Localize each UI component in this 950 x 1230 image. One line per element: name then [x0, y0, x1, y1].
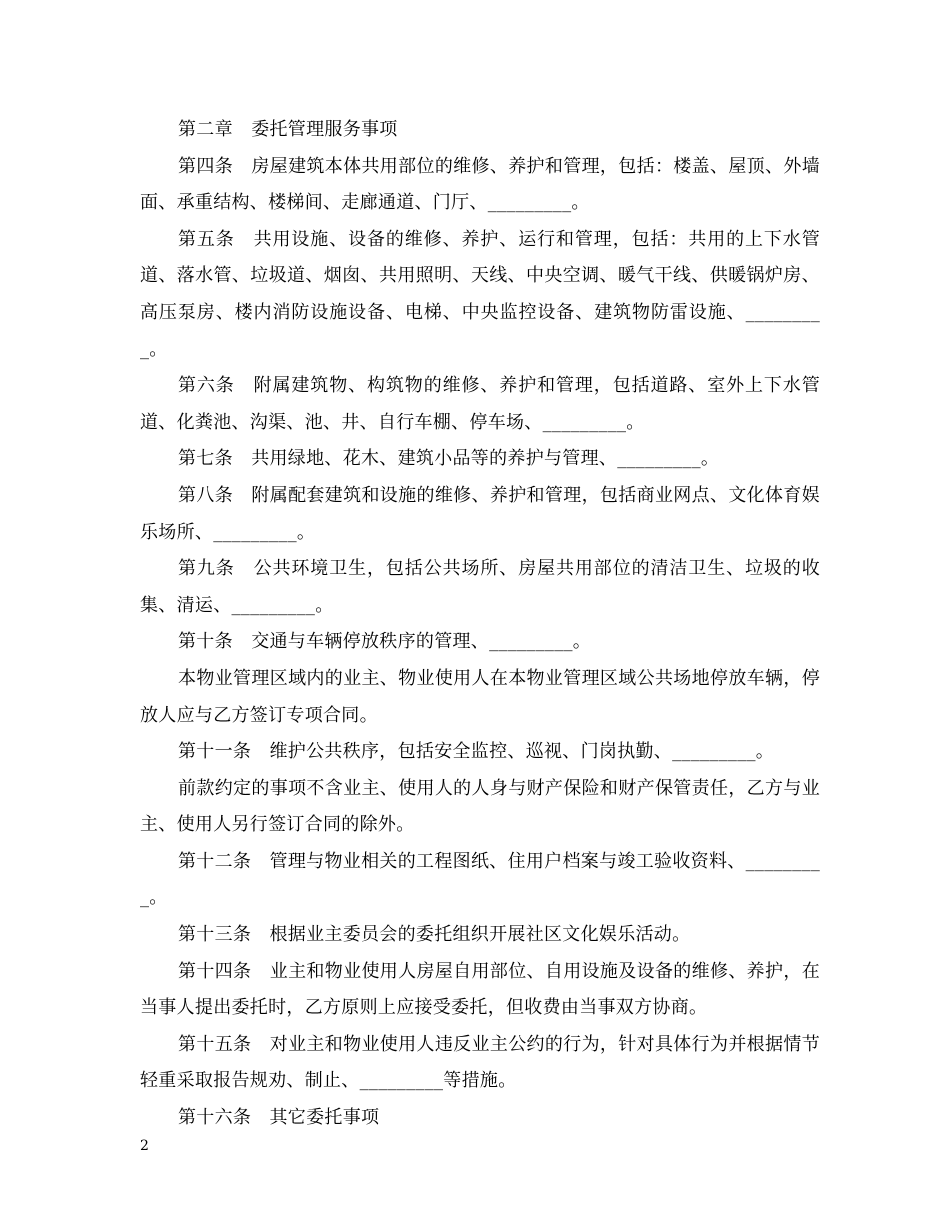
- article-15: 第十五条 对业主和物业使用人违反业主公约的行为，针对具体行为并根据情节轻重采取报告规劝、制止、_________等措施。: [140, 1033, 820, 1092]
- article-7: 第七条 共用绿地、花木、建筑小品等的养护与管理、_________。: [178, 448, 720, 470]
- article-5: 第五条 共用设施、设备的维修、养护、运行和管理，包括：共用的上下水管道、落水管、垃圾道、烟囱、共用照明、天线、中央空调、暖气干线、供暖锅炉房、高压泵房、楼内消防设施设备、电梯、中央监控设备、建筑物防雷设施、_________。: [140, 228, 820, 360]
- article-16: 第十六条 其它委托事项: [178, 1107, 380, 1129]
- article-8: 第八条 附属配套建筑和设施的维修、养护和管理，包括商业网点、文化体育娱乐场所、_________。: [140, 484, 820, 543]
- article-4: 第四条 房屋建筑本体共用部位的维修、养护和管理，包括：楼盖、屋顶、外墙面、承重结构、楼梯间、走廊通道、门厅、_________。: [140, 155, 820, 214]
- article-12: 第十二条 管理与物业相关的工程图纸、住用户档案与竣工验收资料、_________。: [140, 850, 820, 909]
- document-body: [140, 112, 820, 1137]
- article-11: 第十一条 维护公共秩序，包括安全监控、巡视、门岗执勤、_________。: [178, 741, 775, 763]
- article-13: 第十三条 根据业主委员会的委托组织开展社区文化娱乐活动。: [178, 924, 691, 946]
- article-14: 第十四条 业主和物业使用人房屋自用部位、自用设施及设备的维修、养护，在当事人提出委托时，乙方原则上应接受委托，但收费由当事双方协商。: [140, 960, 820, 1019]
- article-10: 第十条 交通与车辆停放秩序的管理、_________。: [178, 631, 592, 653]
- article-9: 第九条 公共环境卫生，包括公共场所、房屋共用部位的清洁卫生、垃圾的收集、清运、_________。: [140, 558, 820, 616]
- page-number: 2: [140, 1138, 149, 1154]
- article-10-note: 本物业管理区域内的业主、物业使用人在本物业管理区域公共场地停放车辆，停放人应与乙方签订专项合同。: [140, 667, 820, 726]
- chapter-heading: 第二章 委托管理服务事项: [178, 119, 398, 140]
- article-11-note: 前款约定的事项不含业主、使用人的人身与财产保险和财产保管责任，乙方与业主、使用人另行签订合同的除外。: [140, 777, 820, 836]
- article-6: 第六条 附属建筑物、构筑物的维修、养护和管理，包括道路、室外上下水管道、化粪池、沟渠、池、井、自行车棚、停车场、_________。: [140, 375, 820, 433]
